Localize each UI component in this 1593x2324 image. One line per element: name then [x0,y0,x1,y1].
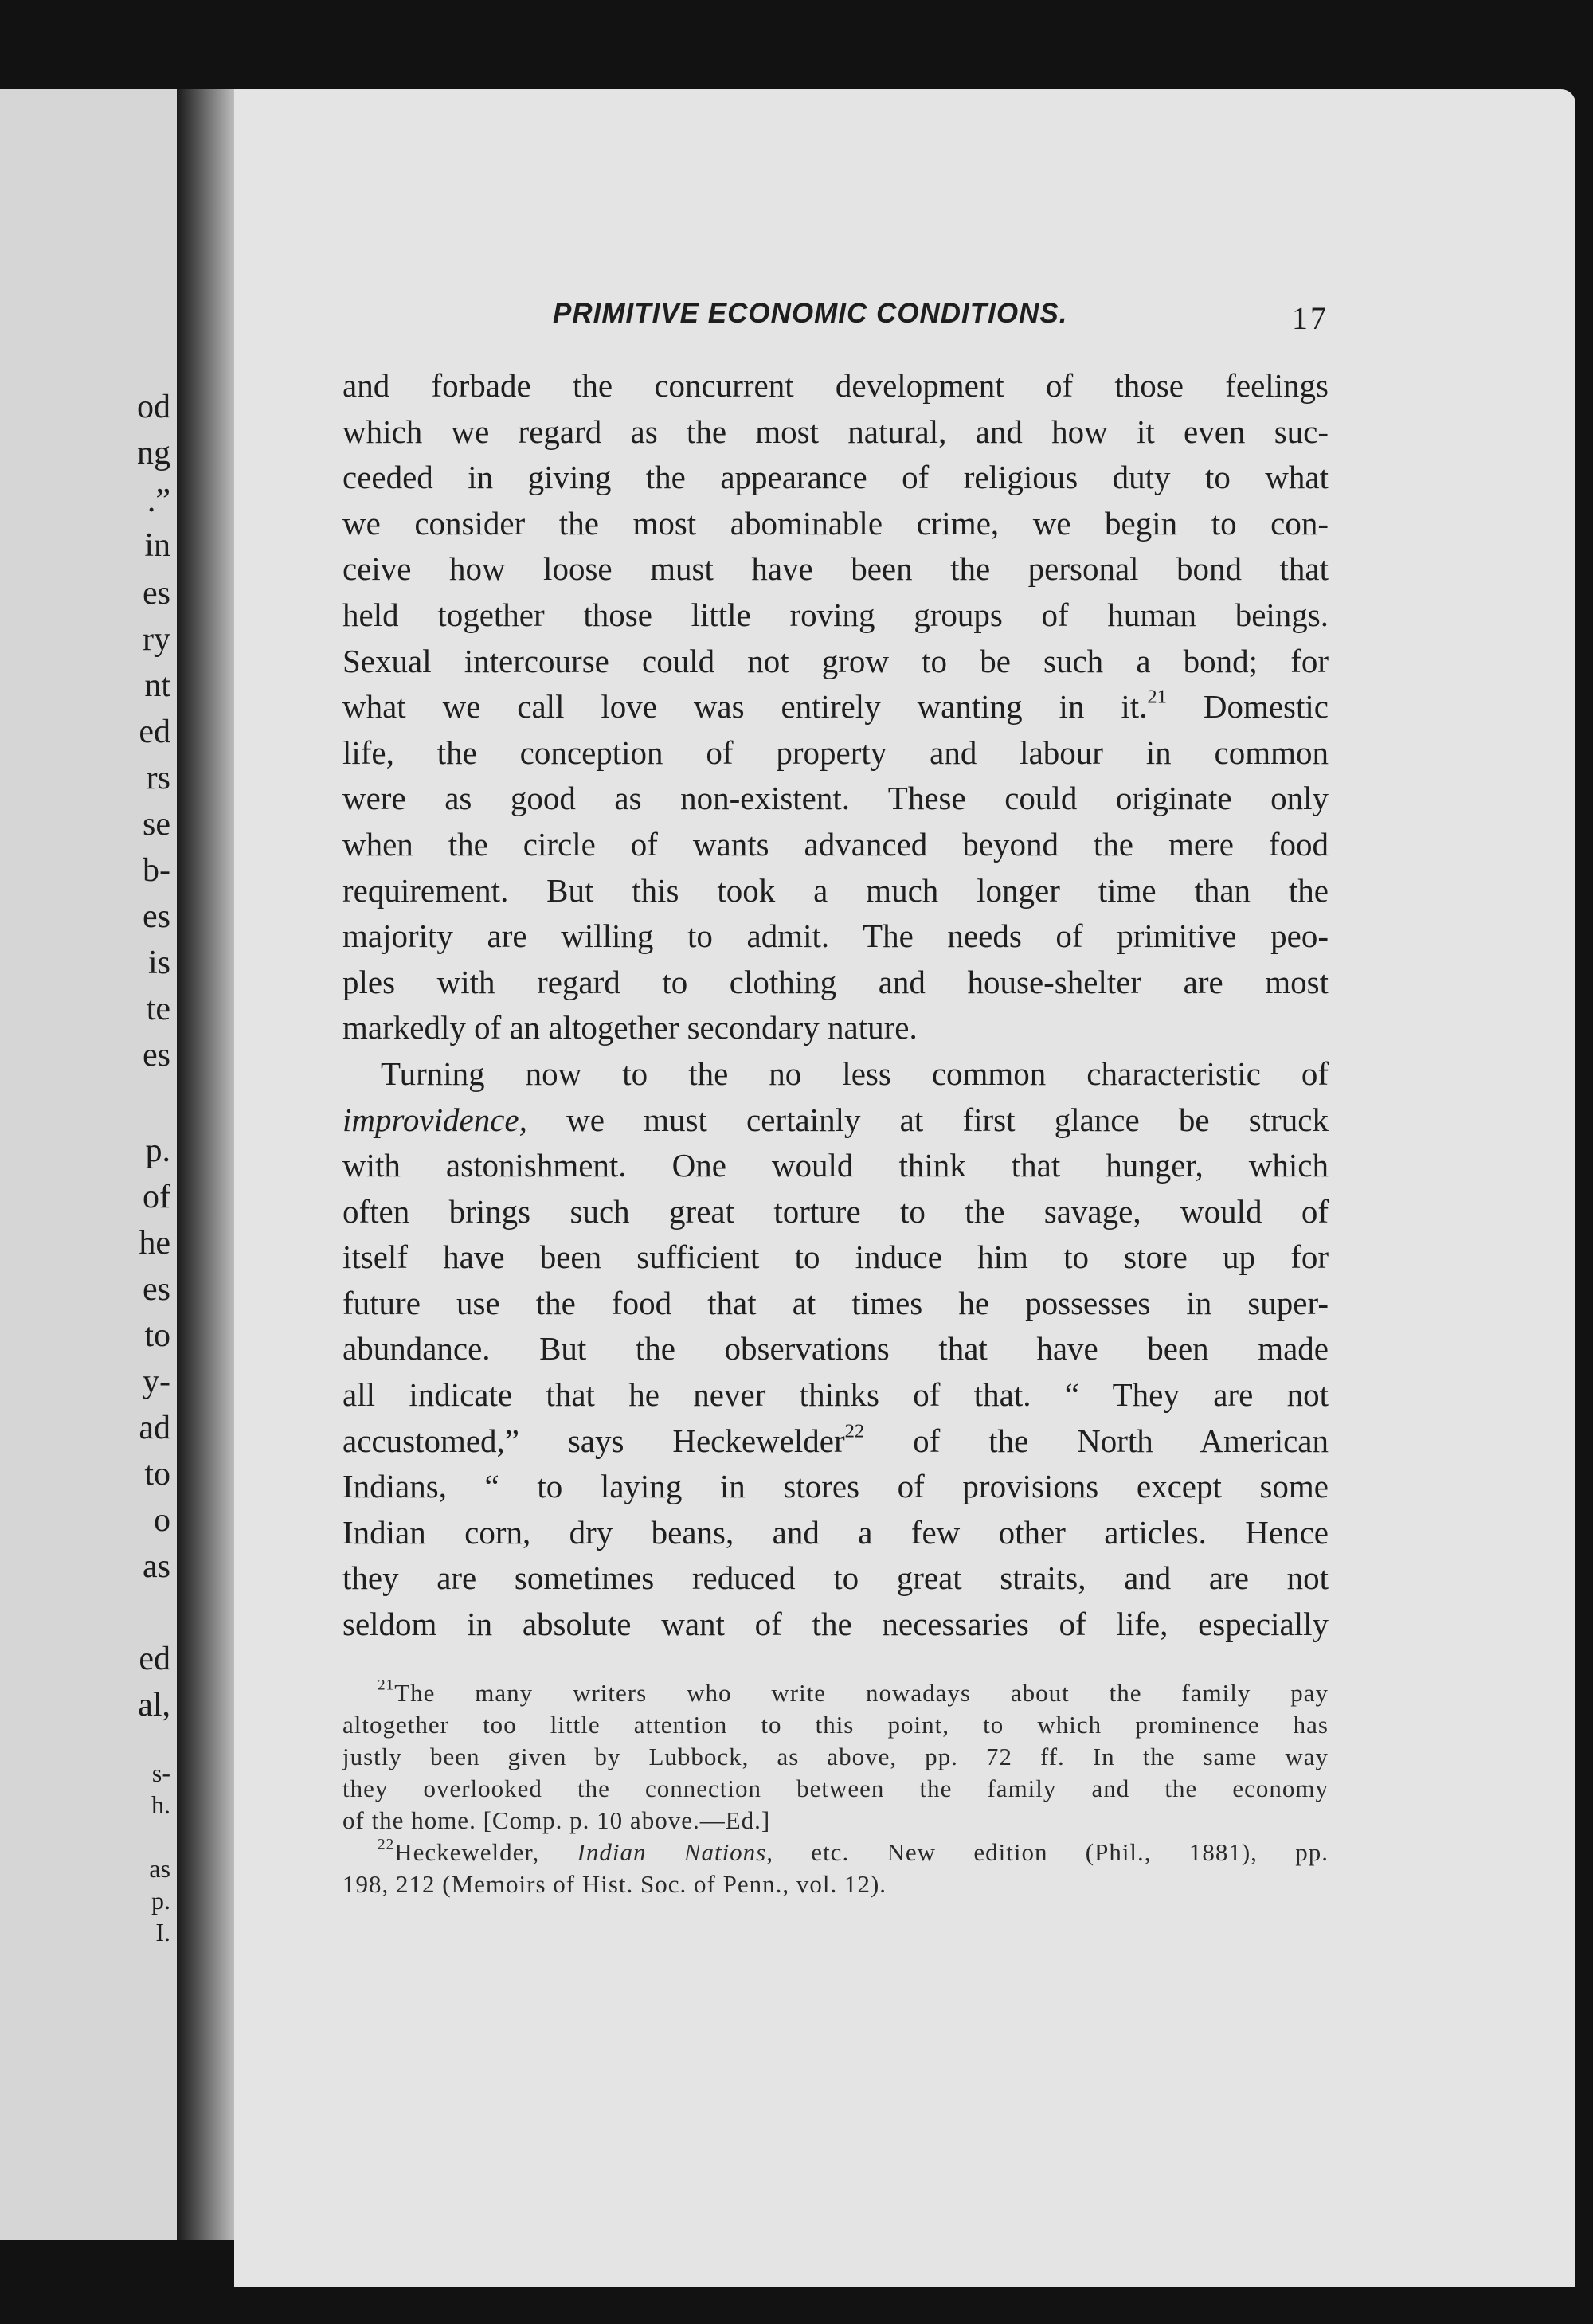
left-fragment: es [143,1271,170,1308]
left-fragment: as [143,1548,170,1585]
text-line: requirement. But this took a much longer time than the [342,871,1329,909]
left-fragment: b- [143,852,170,889]
text-line: future use the food that at times he possesses in super- [342,1284,1329,1321]
footnote-22 [342,1837,1329,1868]
page-number: 17 [1292,300,1329,336]
footnote-mark: 22 [378,1836,395,1853]
book-page [234,89,1575,2287]
left-fragment: h. [151,1790,170,1819]
left-fragment: od [137,389,170,425]
running-title: PRIMITIVE ECONOMIC CONDITIONS. [553,298,1068,329]
left-fragment: al, [138,1687,170,1723]
text-segment: of the North American [864,1422,1329,1459]
left-fragment: to [144,1456,170,1493]
text-line [342,684,1329,730]
text-segment: accustomed,” says Heckewelder [342,1422,845,1459]
text-line: markedly of an altogether secondary nature. [342,1009,918,1047]
text-line: all indicate that he never thinks of that. “ They are not [342,1376,1329,1414]
text-line: they are sometimes reduced to great straits, and are not [342,1559,1329,1597]
text-line: Sexual intercourse could not grow to be such a bond; for [342,642,1329,679]
left-fragment: is [147,945,170,981]
text-line [342,1097,1329,1144]
text-line: ceeded in giving the appearance of religious duty to what [342,459,1329,496]
footnote-text: The many writers who write nowadays about the family pay [394,1679,1329,1707]
left-fragment: o [154,1502,170,1539]
footnote-21 [342,1677,1329,1709]
footnote-text: Heckewelder, [394,1838,577,1866]
text-segment: what we call love was entirely wanting in it. [342,688,1148,726]
italic-term: improvidence, [342,1101,527,1138]
footnote-ref-22: 22 [844,1420,865,1442]
text-line: itself have been sufficient to induce him to store up for [342,1238,1329,1276]
text-line: which we regard as the most natural, and how it even suc- [342,413,1329,450]
left-fragment: y- [143,1363,170,1400]
text-line: life, the conception of property and labour in common [342,734,1329,771]
text-segment: we must certainly at first glance be struck [526,1101,1329,1138]
text-segment: Domestic [1166,688,1329,726]
left-fragment: p. [145,1133,170,1169]
text-line: ceive how loose must have been the personal bond that [342,550,1329,588]
footnote-ref-21: 21 [1147,686,1167,708]
text-line: we consider the most abominable crime, we begin to con- [342,504,1329,542]
left-fragment: s- [151,1759,170,1787]
footnote-line: they overlooked the connection between the family and the economy [342,1774,1329,1802]
footnote-line: altogether too little attention to this point, to which prominence has [342,1711,1329,1739]
left-fragment: es [143,898,170,935]
text-line: and forbade the concurrent development of those feelings [342,367,1329,404]
left-fragment: p. [151,1886,170,1915]
left-fragment: ed [139,1641,170,1677]
left-fragment: .” [147,483,170,519]
left-fragment: nt [144,667,170,704]
text-line: were as good as non-existent. These could originate only [342,780,1329,817]
left-facing-page [0,89,177,2240]
left-fragment: se [143,806,170,843]
text-line: when the circle of wants advanced beyond the mere food [342,825,1329,863]
text-line: abundance. But the observations that have been made [342,1330,1329,1367]
text-line: majority are willing to admit. The needs of primitive peo- [342,917,1329,955]
left-fragment: ad [139,1410,170,1446]
book-gutter [177,89,234,2240]
footnote-mark: 21 [378,1676,395,1694]
text-line [342,1418,1329,1465]
text-line: Indians, “ to laying in stores of provisions except some [342,1468,1329,1505]
text-line: seldom in absolute want of the necessaries of life, especially [342,1606,1329,1643]
left-fragment: rs [146,760,170,796]
text-line: with astonishment. One would think that hunger, which [342,1147,1329,1184]
text-line: often brings such great torture to the savage, would of [342,1192,1329,1230]
left-fragment: I. [155,1918,170,1946]
left-fragment: es [143,575,170,612]
text-line: Indian corn, dry beans, and a few other articles. Hence [342,1513,1329,1551]
text-line: held together those little roving groups of human beings. [342,596,1329,633]
footnotes [342,1677,1329,1900]
left-fragment: as [149,1854,170,1883]
italic-title: Indian Nations, [577,1838,773,1866]
left-fragment: to [144,1317,170,1354]
footnote-line: justly been given by Lubbock, as above, pp. 72 ff. In the same way [342,1743,1329,1770]
footnote-text: etc. New edition (Phil., 1881), pp. [773,1838,1329,1866]
left-fragment: ry [143,621,170,658]
footnote-line: of the home. [Comp. p. 10 above.—Ed.] [342,1806,771,1834]
left-fragment: in [144,527,170,564]
text-line: ples with regard to clothing and house-shelter are most [342,963,1329,1000]
page-header [234,298,1575,338]
left-fragment: te [146,991,170,1027]
left-fragment: of [143,1179,170,1215]
text-line: Turning now to the no less common characteristic of [381,1054,1329,1092]
left-fragment: es [143,1037,170,1074]
footnote-line: 198, 212 (Memoirs of Hist. Soc. of Penn., vol. 12). [342,1870,887,1898]
left-fragment: ng [137,435,170,471]
left-fragment: ed [139,714,170,750]
left-fragment: he [139,1225,170,1262]
body-text [342,363,1329,1648]
